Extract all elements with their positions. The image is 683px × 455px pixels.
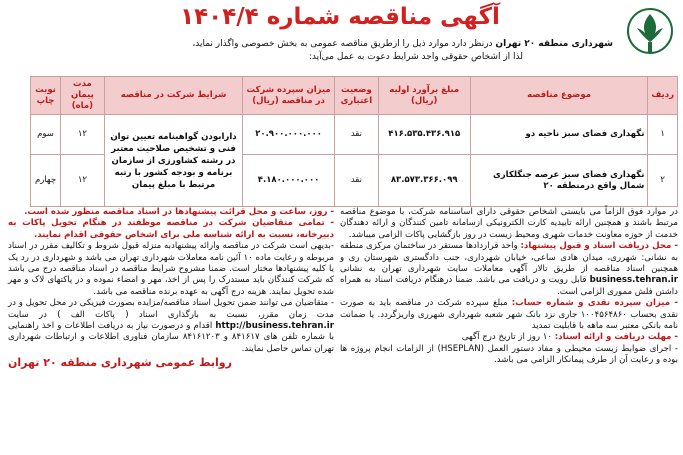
paragraph-opening: - روز، ساعت و محل قرائت پیشنهادها در اسناد مناقصه منظور شده است.	[24, 207, 334, 217]
cell-deposit: ۴.۱۸۰.۰۰۰.۰۰۰	[243, 155, 335, 207]
deposit-text: مبلغ سپرده شرکت در مناقصه باید به صورت نقدی بحساب ۱۰۰۴۵۶۴۸۶۰ جاری نزد بانک شهر شعبه شهرداری شهرری واریزگردد. یا ضمانت نامه بانکی معتبر سه ماهه با قابلیت تمدید	[340, 298, 678, 332]
intro-line2: لذا از اشخاص حقوقی واجد شرایط دعوت به عمل می‌آید:	[308, 52, 523, 62]
notice-title: آگهی مناقصه شماره ۱۴۰۴/۴	[180, 4, 500, 30]
documents-text-2: قابل رویت و دریافت می باشد. ضمنا درهنگام دریافت اسناد به همراه داشتن فلش مموری الزامی است.	[340, 275, 678, 297]
cell-conditions: دارابودن گواهینامه تعیین توان فنی و تشخیص صلاحیت معتبر در رشته کشاورزی از سازمان برنامه و بودجه کشور با رتبه مرتبط با مبلغ پیمان	[104, 115, 242, 207]
cell-subject: نگهداری فضای سبز عرصه جنگلکاری شمال واقع درمنطقه ۲۰	[470, 155, 648, 207]
cell-deposit: ۲۰.۹۰۰.۰۰۰.۰۰۰	[243, 115, 335, 155]
notice-body	[8, 207, 678, 447]
table-row	[31, 115, 678, 155]
cell-print-round: چهارم	[31, 155, 61, 207]
header-duration: مدت پیمان (ماه)	[61, 77, 105, 115]
paragraph-requirements: در موارد فوق الزاماً می بایستی اشخاص حقوقی دارای اساسنامه شرکت، با موضوع مناقصه مرتبط باشند و همچنین ارائه تاییدیه کارت الکترونیکی ازسامانه تامین کنندگان و ارائه دهندگان خدمت از حوزه معاونت خدمات شهری ومحیط زیست در روز بازگشایی پاکات الزامی میباشد.	[340, 207, 678, 240]
heading-documents: - محل دریافت اسناد و قبول پیشنهاد:	[520, 241, 678, 252]
header-subject: موضوع مناقصه	[470, 77, 648, 115]
table-header-row	[31, 77, 678, 115]
deadline-text: ۱۰ روز از تاریخ درج آگهی	[461, 332, 555, 343]
intro-text	[73, 38, 613, 64]
heading-deposit: - میزان سپرده نقدی و شماره حساب:	[511, 298, 679, 309]
header-conditions: شرایط شرکت در مناقصه	[104, 77, 242, 115]
cell-estimate: ۴۱۶.۵۳۵.۴۳۶.۹۱۵	[378, 115, 470, 155]
paragraph-upload	[8, 298, 334, 355]
cell-duration: ۱۲	[61, 155, 105, 207]
header-print-round: نوبت چاپ	[31, 77, 61, 115]
upload-text-2: اقدام و درصورت نیاز به دریافت اطلاعات و اخذ راهنمایی با شماره تلفن های ۸۴۱۶۱۷ و ۸۴۱۶۱۲۰۳ سازمان فناوری اطلاعات و ارتباطات شهرداری تهران تماس حاصل نمایند.	[8, 321, 334, 354]
cell-row-number: ۱	[648, 115, 678, 155]
business-site-link[interactable]: business.tehran.ir	[589, 275, 678, 286]
upload-text: - متقاضیان می توانند ضمن تحویل اسناد مناقصه/مزایده بصورت فیزیکی در محل تحویل و در مدت زمان مقرر، نسبت به بارگذاری اسناد ( پاکات الف ) در سایت	[8, 298, 334, 320]
paragraph-documents	[340, 241, 678, 298]
issuer-name: شهرداری منطقه ۲۰ تهران	[495, 39, 613, 49]
business-site-url[interactable]: http://business.tehran.ir	[215, 321, 334, 332]
cell-duration: ۱۲	[61, 115, 105, 155]
paragraph-deadline	[340, 332, 678, 343]
cell-print-round: سوم	[31, 115, 61, 155]
left-column	[8, 207, 334, 369]
intro-line1: درنظر دارد موارد ذیل را ازطریق مناقصه عمومی به بخش خصوصی واگذار نماید،	[192, 39, 496, 49]
municipality-emblem-icon	[625, 6, 675, 60]
paragraph-hse: - اجرای ضوابط زیست محیطی و مفاد دستور العمل (HSEPLAN) از الزامات انجام پروژه ها بوده و رعایت آن از طرف پیمانکار الزامی می باشد.	[340, 343, 678, 366]
header-deposit: میزان سپرده شرکت در مناقصه (ریال)	[243, 77, 335, 115]
right-column	[340, 207, 678, 367]
paragraph-deposit	[340, 298, 678, 332]
paragraph-national-id: - تمامی متقاضیان شرکت در مناقصه موظفند در هنگام تحویل پاکات به دبیرخانه، نسبت به ارائه شناسه ملی برای اشخاص حقوقی اقدام نمایند.	[8, 218, 334, 240]
paragraph-conditions: -بدیهی است شرکت در مناقصه وارائه پیشنهادبه منزله قبول شروط و تکالیف مقرر در اسناد مربوطه و رعایت ماده ۱۰ آئین نامه معاملات شهرداری تهران می باشد و شهرداری در رد یک یا کلیه پیشنهادها مختار است. ضمنا مشروح شرایط مناقصه در اسناد مناقصه درج می باشد که شرکت کنندگان باید مستدرک را پس از اخذ، مهر و امضاء نموده و در پاکتهای لاک و مهر شده تحویل نمایند. هزینه درج آگهی به عهده برنده مناقصه می باشد.	[8, 241, 335, 297]
cell-credit: نقد	[334, 115, 378, 155]
cell-credit: نقد	[334, 155, 378, 207]
heading-deadline: - مهلت دریافت و ارائه اسناد:	[554, 332, 678, 343]
header-row-number: ردیف	[648, 77, 678, 115]
cell-estimate: ۸۳.۵۷۳.۳۶۶.۰۹۹	[378, 155, 470, 207]
header-credit: وضعیت اعتباری	[334, 77, 378, 115]
cell-subject: نگهداری فضای سبز ناحیه دو	[470, 115, 648, 155]
header-estimate: مبلغ برآورد اولیه (ریال)	[378, 77, 470, 115]
documents-text: واحد قراردادها مستقر در ساختمان مرکزی منطقه به نشانی: شهرری، میدان هادی ساعی، خیابان شهرداری، جنب دادگستری شهرستان ری و همچنین اسناد مناقصه از طریق تالار آگهی معاملات سایت شهرداری تهران به نشانی	[340, 241, 678, 275]
signature: روابط عمومی شهرداری منطقه ۲۰ تهران	[8, 356, 232, 370]
tender-table	[30, 76, 678, 207]
cell-row-number: ۲	[648, 155, 678, 207]
